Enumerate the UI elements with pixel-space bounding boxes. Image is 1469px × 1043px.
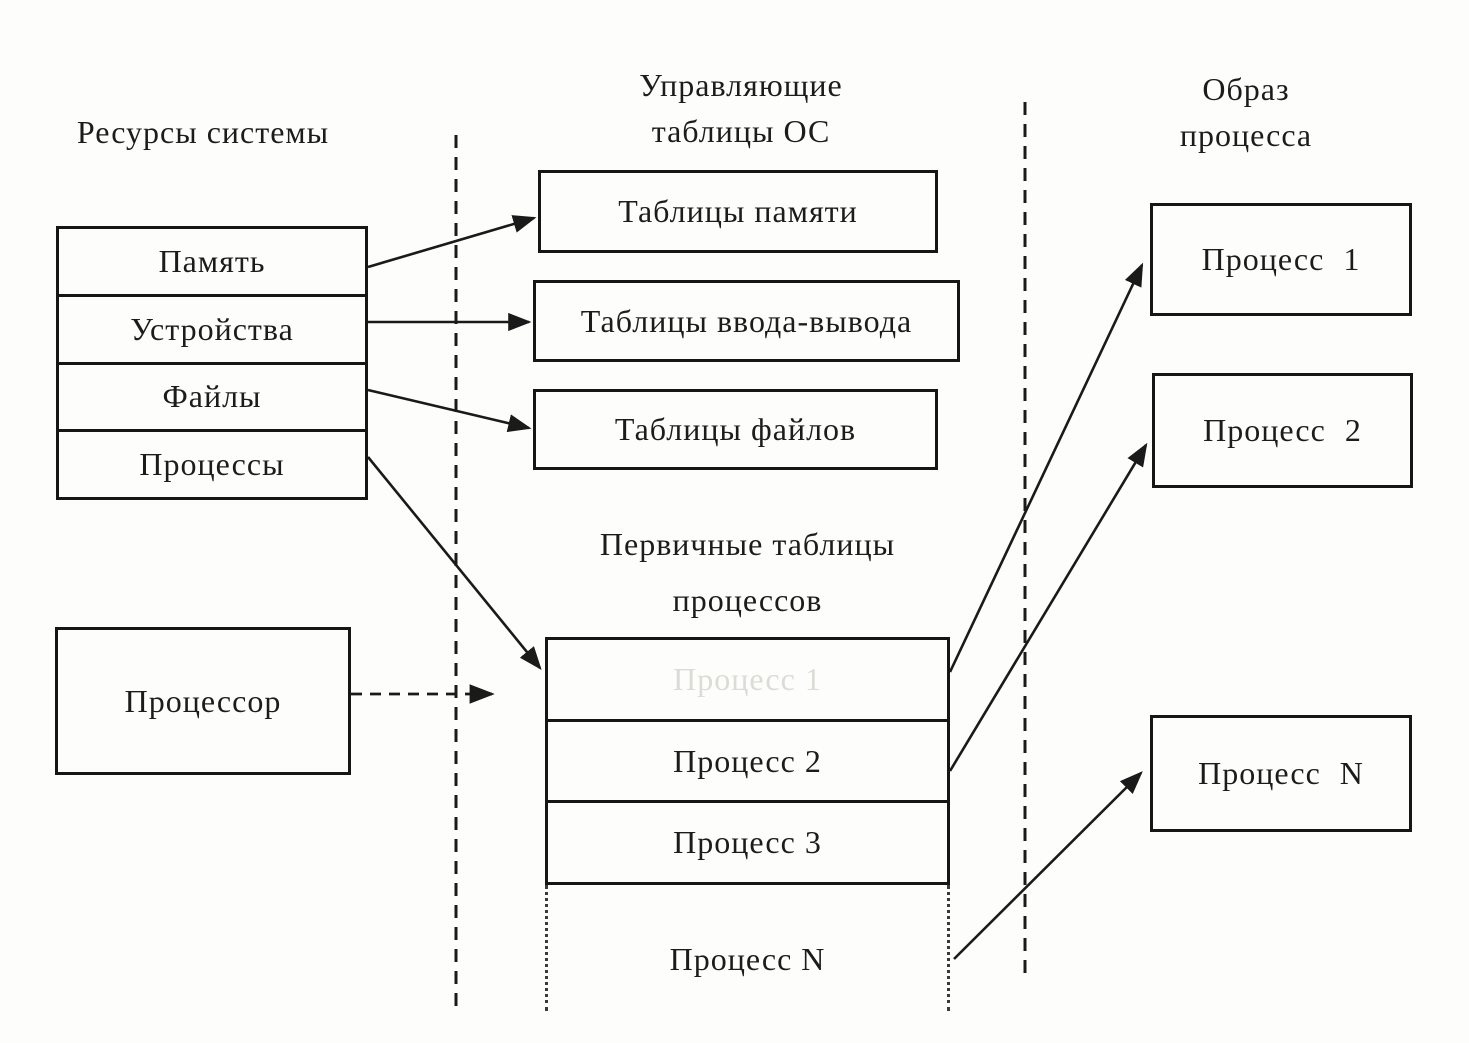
io-tables-box: Таблицы ввода-вывода [533, 280, 960, 362]
arrow-memory-to-memory-tables [368, 218, 534, 267]
file-tables-box: Таблицы файлов [533, 389, 938, 470]
resource-row-files: Файлы [59, 362, 365, 430]
arrow-processes-to-primary-table [368, 457, 540, 668]
primary-table-row-process2: Процесс 2 [548, 719, 947, 801]
primary-table-row-process1-faded: Процесс 1 [673, 660, 822, 697]
resource-stack [56, 226, 368, 500]
os-control-tables-header-line1: Управляющие [639, 67, 843, 103]
resource-row-memory: Память [158, 242, 266, 279]
process-image-header-line2: процесса [1179, 117, 1313, 153]
arrow-files-to-file-tables [368, 390, 529, 428]
memory-tables-box: Таблицы памяти [538, 170, 938, 253]
resource-row-devices: Устройства [59, 294, 365, 362]
resource-row-processes: Процессы [59, 429, 365, 497]
primary-process-table [545, 637, 950, 885]
processN-image-box: Процесс N [1150, 715, 1412, 832]
arrow-rowN-to-processN-image [954, 773, 1141, 959]
primary-table-row-process3: Процесс 3 [548, 800, 947, 882]
primary-table-continuation-processN: Процесс N [545, 885, 950, 1011]
primary-process-tables-header-line2: процессов [672, 582, 823, 618]
process-image-header [1100, 66, 1392, 158]
primary-process-tables-header-line1: Первичные таблицы [599, 526, 896, 562]
processor-box: Процессор [55, 627, 351, 775]
system-resources-header: Ресурсы системы [76, 114, 330, 150]
process1-image-box: Процесс 1 [1150, 203, 1412, 316]
os-control-tables-header-line2: таблицы ОС [651, 113, 831, 149]
process-image-header-line1: Образ [1202, 71, 1290, 107]
os-control-tables-header [590, 62, 892, 154]
primary-process-tables-header [545, 516, 950, 628]
process2-image-box: Процесс 2 [1152, 373, 1413, 488]
